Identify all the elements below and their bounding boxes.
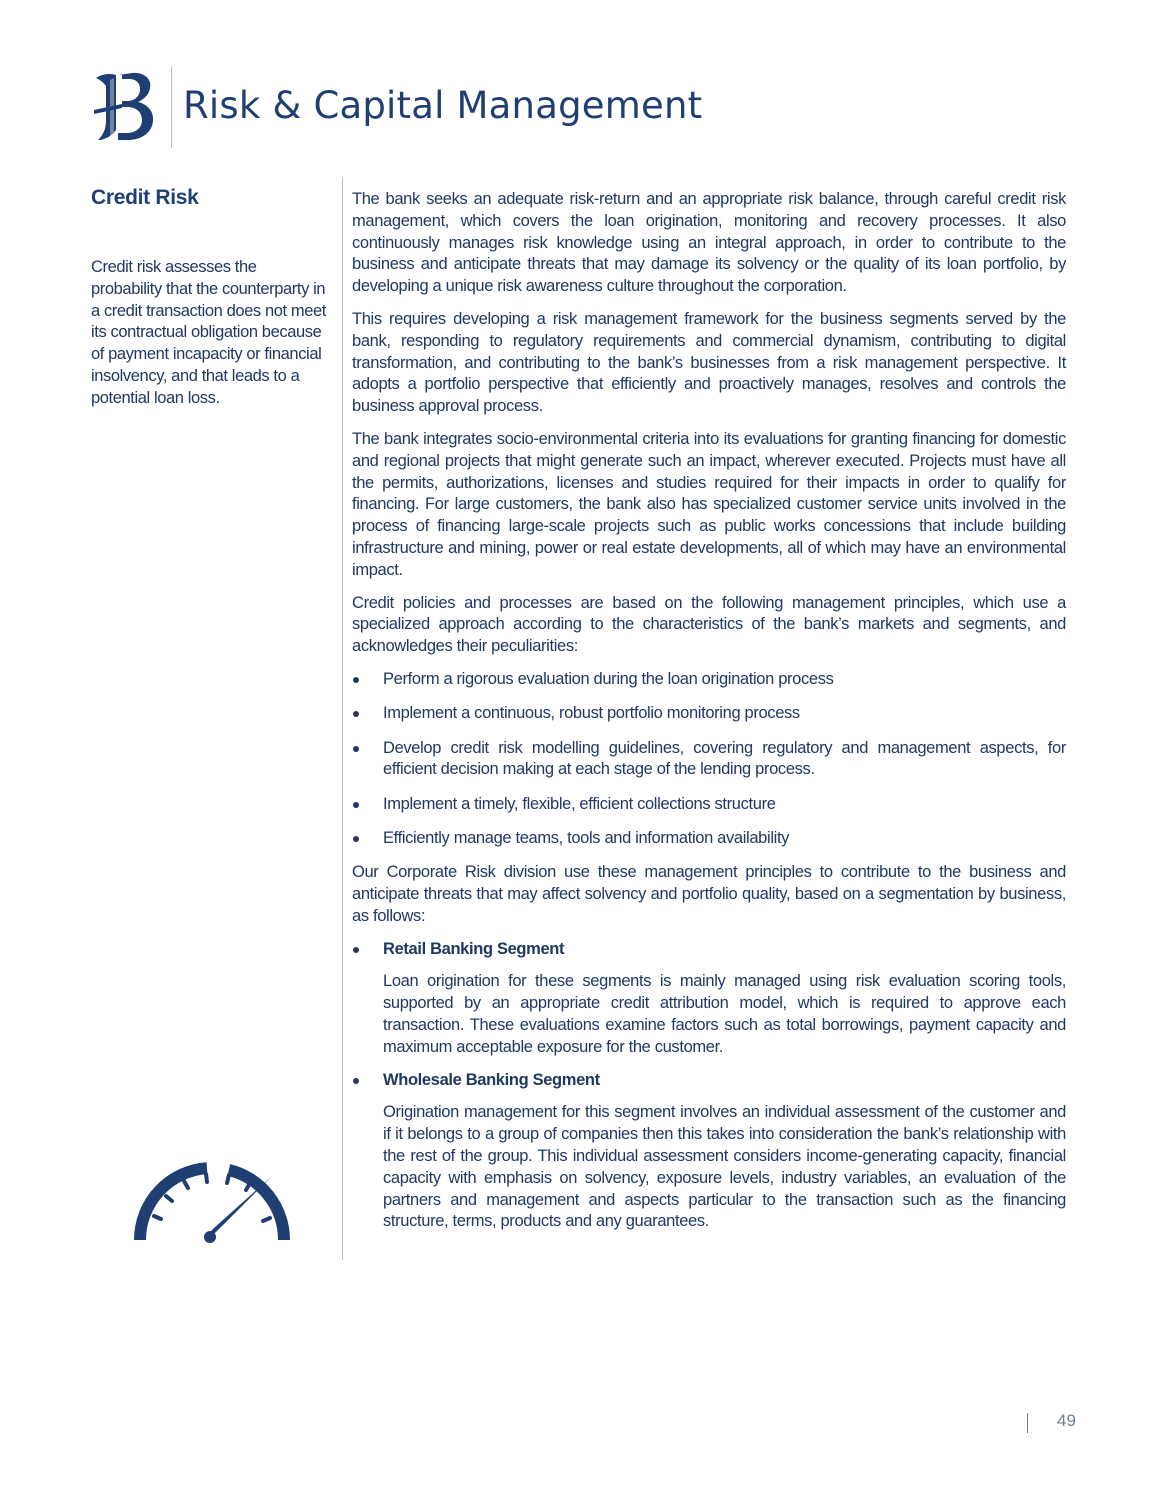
- bullet-icon: [353, 711, 359, 717]
- segment-title: Wholesale Banking Segment: [383, 1070, 600, 1089]
- paragraph: Our Corporate Risk division use these management principles to contribute to the business and anticipate threats that may affect solvency and portfolio quality, based on a segmentation by business, as follows:: [352, 863, 1066, 925]
- list-item-text: Develop credit risk modelling guidelines, covering regulatory and management aspects, for efficient decision making at each stage of the lending process.: [383, 738, 1066, 779]
- principles-list: [352, 669, 1066, 850]
- segment-text: Loan origination for these segments is mainly managed using risk evaluation scoring tools, supported by an appropriate credit attribution model, which is required to approve each transaction. These evaluations examine factors such as total borrowings, payment capacity and maximum acceptable exposure for the customer.: [383, 972, 1066, 1056]
- speedometer-icon: [128, 1146, 296, 1246]
- header-divider: [171, 66, 172, 148]
- list-item: [352, 669, 1066, 691]
- section-summary: Credit risk assesses the probability that the counterparty in a credit transaction does not meet its contractual obligation because of payment incapacity or financial insolvency, and that leads to a potential loan loss.: [91, 258, 326, 407]
- bullet-icon: [353, 746, 359, 752]
- list-item-text: Implement a timely, flexible, efficient collections structure: [383, 794, 776, 813]
- segment-text: Origination management for this segment involves an individual assessment of the customer and if it belongs to a group of companies then this takes into consideration the bank’s relationship with the rest of the group. This individual assessment considers income-generating capacity, financial capacity with emphasis on solvency, exposure levels, industry variables, an evaluation of the partners and management and aspects particular to the transaction such as the financing structure, terms, products and any guarantees.: [383, 1103, 1066, 1231]
- bullet-icon: [353, 947, 359, 953]
- bullet-icon: [353, 677, 359, 683]
- list-item-text: Efficiently manage teams, tools and information availability: [383, 828, 790, 847]
- list-item-text: Implement a continuous, robust portfolio monitoring process: [383, 704, 800, 723]
- segment-retail: [352, 939, 1066, 1059]
- paragraph: This requires developing a risk management framework for the business segments served by the bank, responding to regulatory requirements and commercial dynamism, contributing to digital transformation, and contributing to the bank’s businesses from a risk management perspective. It adopts a portfolio perspective that efficiently and proactively manages, resolves and controls the business approval process.: [352, 309, 1066, 416]
- section-heading: Credit Risk: [91, 186, 199, 209]
- list-item-text: Perform a rigorous evaluation during the loan origination process: [383, 669, 834, 688]
- page-number: 49: [1057, 1411, 1076, 1430]
- segment-title: Retail Banking Segment: [383, 939, 565, 958]
- list-item: [352, 738, 1066, 782]
- paragraph: The bank integrates socio-environmental criteria into its evaluations for granting financing for domestic and regional projects that might generate such an impact, wherever executed. Projects must have all the permits, authorizations, licenses and studies required for their impacts in order to qualify for financing. For large customers, the bank also has specialized customer service units involved in the process of financing large-scale projects such as public works concessions that include building infrastructure and mining, power or real estate developments, all of which may have an environmental impact.: [352, 429, 1066, 579]
- bank-b-logo-icon: [92, 70, 156, 144]
- paragraph: The bank seeks an adequate risk-return and an appropriate risk balance, through careful credit risk management, which covers the loan origination, monitoring and recovery processes. It also continuously manages risk knowledge using an integral approach, in order to contribute to the business and anticipate threats that may damage its solvency or the quality of its loan portfolio, by developing a unique risk awareness culture throughout the corporation.: [352, 190, 1066, 296]
- list-item: [352, 794, 1066, 816]
- page-number-divider: [1027, 1413, 1028, 1433]
- bullet-icon: [353, 802, 359, 808]
- paragraph: Credit policies and processes are based on the following management principles, which use a specialized approach according to the characteristics of the bank’s markets and segments, and acknowledges their peculiarities:: [352, 593, 1066, 656]
- column-divider: [342, 178, 343, 1260]
- page-title: Risk & Capital Management: [183, 84, 703, 127]
- segment-wholesale: [352, 1070, 1066, 1234]
- sidebar: [91, 186, 327, 410]
- bullet-icon: [353, 1078, 359, 1084]
- bullet-icon: [353, 836, 359, 842]
- list-item: [352, 828, 1066, 850]
- list-item: [352, 703, 1066, 725]
- main-content: [352, 189, 1066, 1244]
